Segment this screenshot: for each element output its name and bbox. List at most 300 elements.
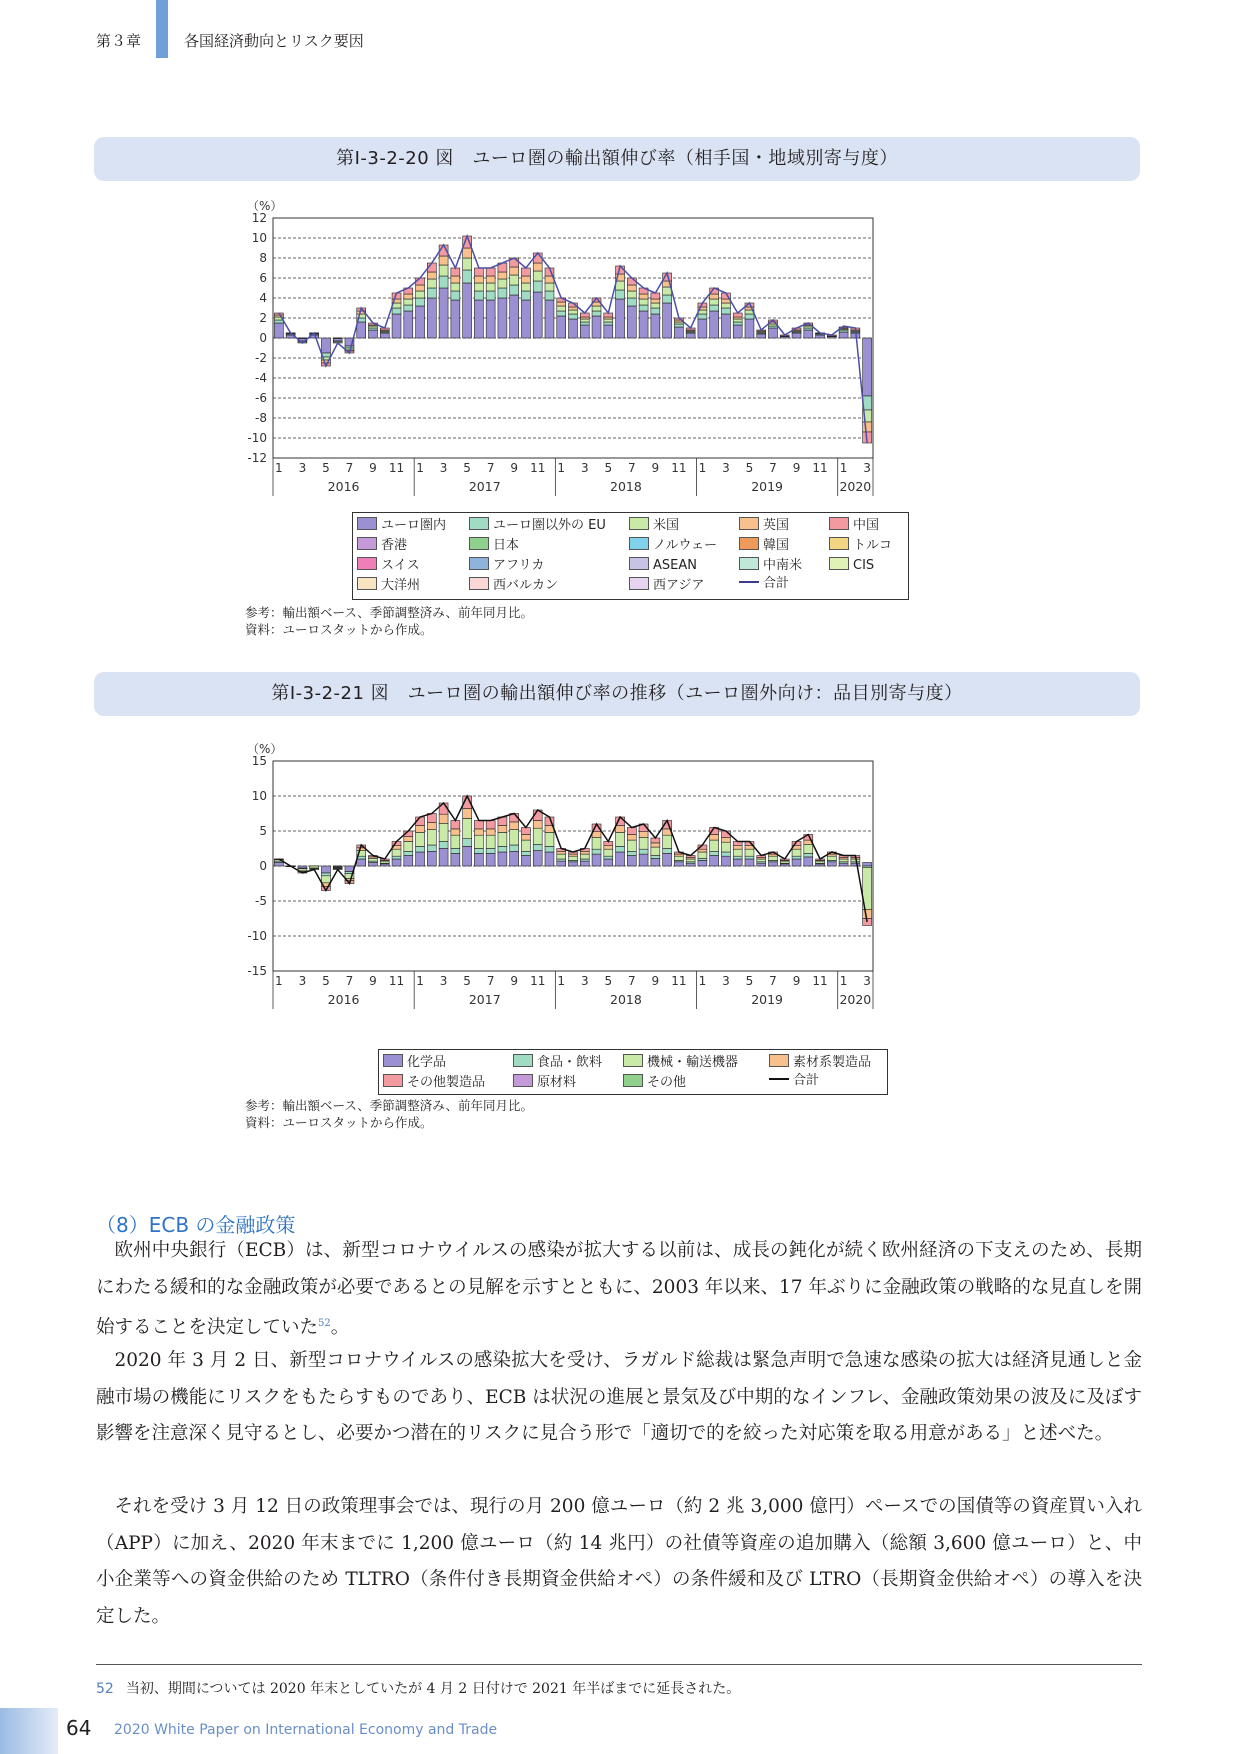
bar-segment <box>733 322 742 325</box>
legend-swatch <box>829 537 849 550</box>
chapter-label: 第３章 <box>96 32 142 50</box>
legend-swatch <box>513 1054 533 1067</box>
legend-label: その他製造品 <box>407 1075 486 1090</box>
bar-segment <box>816 335 825 338</box>
bar-segment <box>439 288 448 338</box>
year-label: 2017 <box>468 992 501 1007</box>
legend-label: トルコ <box>853 538 893 553</box>
bar-segment <box>427 288 436 298</box>
x-tick-label: 9 <box>792 461 801 475</box>
legend-label: 香港 <box>381 538 408 553</box>
legend-label: 中国 <box>853 518 880 533</box>
bar-segment <box>733 856 742 859</box>
bar-segment <box>369 863 378 867</box>
year-label: 2019 <box>751 479 784 494</box>
bar-segment <box>721 842 730 852</box>
x-tick-label: 1 <box>698 461 707 475</box>
bar-segment <box>651 314 660 338</box>
bar-segment <box>510 285 519 295</box>
bar-segment <box>533 844 542 850</box>
bar-segment <box>627 851 636 855</box>
x-tick-label: 11 <box>530 974 546 988</box>
bar-segment <box>616 290 625 299</box>
x-tick-label: 1 <box>416 974 424 988</box>
bar-segment <box>804 857 813 866</box>
bar-segment <box>616 299 625 338</box>
x-tick-label: 11 <box>671 974 687 988</box>
legend-label: 韓国 <box>763 538 790 553</box>
legend-item <box>629 577 704 593</box>
footnote-divider <box>96 1664 1142 1665</box>
bar-segment <box>745 314 754 319</box>
bar-segment <box>863 909 872 918</box>
year-label: 2016 <box>327 992 360 1007</box>
bar-segment <box>451 835 460 848</box>
bar-segment <box>604 322 613 325</box>
bar-segment <box>533 851 542 866</box>
legend-item <box>383 1054 446 1070</box>
bar-segment <box>498 852 507 866</box>
x-tick-label: 3 <box>722 974 730 988</box>
bar-segment <box>698 314 707 319</box>
bar-segment <box>404 851 413 855</box>
bar-segment <box>627 840 636 851</box>
legend-item <box>769 1074 819 1088</box>
x-tick-label: 3 <box>580 974 589 988</box>
figure2-legend <box>378 1049 888 1095</box>
bar-segment <box>474 283 483 291</box>
legend-swatch <box>357 577 377 590</box>
bar-segment <box>533 263 542 271</box>
legend-label: ユーロ圏内 <box>381 518 447 533</box>
bar-segment <box>616 825 625 832</box>
x-tick-label: 9 <box>510 461 518 475</box>
bar-segment <box>721 837 730 842</box>
bar-segment <box>757 863 766 866</box>
legend-label: 機械・輸送機器 <box>647 1055 739 1070</box>
y-tick-label: 0 <box>259 331 267 345</box>
bar-segment <box>639 299 648 305</box>
bar-segment <box>686 333 695 338</box>
figure1-source: 資料：ユーロスタットから作成。 <box>245 622 433 637</box>
bar-segment <box>380 333 389 338</box>
bar-segment <box>463 248 472 258</box>
bar-segment <box>769 856 778 860</box>
bar-segment <box>486 268 495 276</box>
x-tick-label: 5 <box>745 974 754 988</box>
bar-segment <box>533 271 542 281</box>
footer-accent <box>0 1708 58 1754</box>
bar-segment <box>474 835 483 848</box>
bar-segment <box>674 854 683 856</box>
bar-segment <box>521 300 530 338</box>
bar-segment <box>627 291 636 298</box>
legend-item <box>739 537 789 553</box>
bar-segment <box>474 276 483 283</box>
bar-segment <box>557 302 566 306</box>
legend-label: アフリカ <box>493 558 545 573</box>
legend-item <box>513 1054 602 1070</box>
bar-segment <box>580 859 589 861</box>
x-tick-label: 7 <box>769 461 777 475</box>
bar-segment <box>510 275 519 285</box>
bar-segment <box>474 268 483 276</box>
bar-segment <box>463 270 472 283</box>
bar-segment <box>369 858 378 861</box>
bar-segment <box>416 846 425 852</box>
x-tick-label: 3 <box>298 974 307 988</box>
bar-segment <box>721 314 730 338</box>
bar-segment <box>486 276 495 283</box>
bar-segment <box>827 862 836 866</box>
header-accent-bar <box>156 0 168 58</box>
bar-segment <box>757 334 766 338</box>
bar-segment <box>474 821 483 829</box>
bar-segment <box>545 852 554 866</box>
bar-segment <box>792 859 801 866</box>
bar-segment <box>639 832 648 838</box>
bar-segment <box>839 332 848 338</box>
bar-segment <box>863 422 872 432</box>
paragraph-2: 2020 年 3 月 2 日、新型コロナウイルスの感染拡大を受け、ラガルド総裁は緊急声明で急速な感染の拡大は経済見通しと金融市場の機能にリスクをもたらすものであり、ECB は状況の進展と景気及び中期的なインフレ、金融政策効果の波及に及ぼす影響を注意深く見守るとし、必要かつ潜在的リスクに見合う形で「適切で的を絞った対応策を取る用意がある」と述べた。 <box>96 1350 1142 1444</box>
bar-segment <box>580 319 589 322</box>
bar-segment <box>710 299 719 305</box>
bar-segment <box>592 316 601 338</box>
bar-segment <box>710 311 719 338</box>
bar-segment <box>416 852 425 866</box>
bar-segment <box>463 846 472 866</box>
legend-label: 米国 <box>653 518 680 533</box>
bar-segment <box>333 338 342 339</box>
bar-segment <box>651 858 660 866</box>
bar-segment <box>663 303 672 338</box>
bar-segment <box>533 281 542 292</box>
bar-segment <box>698 319 707 338</box>
x-tick-label: 3 <box>298 461 307 475</box>
bar-segment <box>733 846 742 850</box>
legend-swatch <box>629 577 649 590</box>
x-tick-label: 1 <box>275 974 283 988</box>
bar-segment <box>486 849 495 854</box>
chapter-title: 各国経済動向とリスク要因 <box>184 32 364 50</box>
x-tick-label: 11 <box>812 461 828 475</box>
bar-segment <box>521 276 530 283</box>
legend-item <box>623 1074 686 1090</box>
bar-segment <box>557 316 566 338</box>
bar-segment <box>463 839 472 847</box>
bar-segment <box>416 306 425 338</box>
legend-item <box>829 537 892 553</box>
bar-segment <box>474 291 483 300</box>
bar-segment <box>498 832 507 846</box>
bar-segment <box>274 323 283 338</box>
bar-segment <box>639 311 648 338</box>
bar-segment <box>698 860 707 866</box>
bar-segment <box>416 298 425 306</box>
legend-label: 日本 <box>493 538 520 553</box>
legend-label: 英国 <box>763 518 790 533</box>
bar-segment <box>545 300 554 338</box>
x-tick-label: 9 <box>369 974 377 988</box>
bar-segment <box>404 856 413 867</box>
bar-segment <box>580 325 589 338</box>
footnote: 52 当初、期間については 2020 年末としていたが 4 月 2 日付けで 2021 年半ばまでに延長された。 <box>96 1681 741 1697</box>
bar-segment <box>627 835 636 841</box>
x-tick-label: 7 <box>628 461 636 475</box>
figure1-legend <box>352 512 909 600</box>
legend-swatch <box>739 517 759 530</box>
bar-segment <box>674 324 683 327</box>
bar-segment <box>745 849 754 856</box>
bar-segment <box>698 858 707 860</box>
y-tick-label: -5 <box>255 894 267 908</box>
total-line <box>279 236 867 443</box>
bar-segment <box>557 854 566 859</box>
bar-segment <box>392 856 401 859</box>
legend-swatch <box>469 577 489 590</box>
x-tick-label: 1 <box>839 461 848 475</box>
bar-segment <box>451 829 460 835</box>
year-label: 2017 <box>468 479 501 494</box>
x-tick-label: 5 <box>322 974 330 988</box>
bar-segment <box>733 859 742 866</box>
legend-item <box>513 1074 576 1090</box>
legend-label: スイス <box>381 558 420 573</box>
bar-segment <box>733 319 742 322</box>
x-tick-label: 1 <box>275 461 283 475</box>
x-tick-label: 11 <box>388 974 405 988</box>
bar-segment <box>392 314 401 338</box>
legend-item <box>829 517 879 533</box>
bar-segment <box>439 823 448 841</box>
legend-item <box>469 537 519 553</box>
bar-segment <box>498 288 507 298</box>
bar-segment <box>604 859 613 866</box>
legend-label: 合計 <box>793 1073 820 1088</box>
bar-segment <box>310 866 319 868</box>
bar-segment <box>651 293 660 299</box>
bar-segment <box>274 863 283 867</box>
bar-segment <box>545 846 554 852</box>
year-label: 2018 <box>610 992 642 1007</box>
bar-segment <box>416 825 425 832</box>
legend-label: その他 <box>647 1075 687 1090</box>
y-tick-label: 4 <box>259 291 267 305</box>
bar-segment <box>298 338 307 339</box>
bar-segment <box>604 849 613 856</box>
legend-item <box>357 537 407 553</box>
x-tick-label: 7 <box>345 461 354 475</box>
bar-segment <box>674 856 683 860</box>
bar-segment <box>792 849 801 856</box>
y-tick-label: -10 <box>247 431 267 445</box>
x-tick-label: 1 <box>839 974 848 988</box>
figure1-title: 第Ⅰ-3-2-20 図 ユーロ圏の輸出額伸び率（相手国・地域別寄与度） <box>94 137 1140 181</box>
legend-item <box>629 537 717 553</box>
bar-segment <box>639 305 648 311</box>
y-tick-label: 15 <box>251 754 267 768</box>
bar-segment <box>463 283 472 338</box>
bar-segment <box>663 295 672 303</box>
bar-segment <box>521 291 530 300</box>
bar-segment <box>404 837 413 842</box>
paragraph-3: それを受け 3 月 12 日の政策理事会では、現行の月 200 億ユーロ（約 2 兆 3,000 億円）ペースでの国債等の資産買い入れ（APP）に加え、2020 年末までに 1,200 億ユーロ（約 14 兆円）の社債等資産の追加購入（総額 3,600 億ユーロ）と、中小企業等への資金供給のため TLTRO（条件付き長期資金供給オペ）の条件緩和及び LTRO（長期資金供給オペ）の導入を決定した。 <box>96 1496 1142 1627</box>
bar-segment <box>498 825 507 832</box>
y-tick-label: -10 <box>247 929 267 943</box>
x-tick-label: 9 <box>792 974 801 988</box>
bar-segment <box>792 856 801 859</box>
legend-label: 化学品 <box>407 1055 447 1070</box>
bar-segment <box>710 851 719 855</box>
bar-segment <box>321 866 330 873</box>
bar-segment <box>451 291 460 300</box>
bar-segment <box>863 863 872 867</box>
x-tick-label: 11 <box>388 461 405 475</box>
bar-segment <box>439 849 448 867</box>
y-tick-label: -2 <box>255 351 267 365</box>
bar-segment <box>733 325 742 338</box>
x-tick-label: 7 <box>769 974 777 988</box>
bar-segment <box>627 306 636 338</box>
footnote-ref[interactable]: 52 <box>318 1318 331 1329</box>
bar-segment <box>863 338 872 396</box>
bar-segment <box>427 298 436 338</box>
bar-segment <box>510 830 519 845</box>
x-tick-label: 11 <box>530 461 546 475</box>
bar-segment <box>498 279 507 288</box>
x-tick-label: 5 <box>604 974 613 988</box>
bar-segment <box>698 852 707 858</box>
x-tick-label: 5 <box>322 461 330 475</box>
legend-label: ASEAN <box>653 558 697 573</box>
bar-segment <box>533 828 542 844</box>
bar-segment <box>486 829 495 835</box>
bar-segment <box>604 319 613 322</box>
year-label: 2018 <box>610 479 642 494</box>
bar-segment <box>521 856 530 867</box>
page-number: 64 <box>66 1716 92 1740</box>
bar-segment <box>616 852 625 866</box>
x-tick-label: 3 <box>439 974 448 988</box>
bar-segment <box>498 846 507 852</box>
bar-segment <box>569 314 578 319</box>
bar-segment <box>651 299 660 303</box>
y-tick-label: -4 <box>255 371 267 385</box>
bar-segment <box>769 328 778 338</box>
y-tick-label: -8 <box>255 411 267 425</box>
x-tick-label: 11 <box>671 461 687 475</box>
legend-swatch <box>739 537 759 550</box>
legend-item <box>629 517 679 533</box>
bar-segment <box>439 256 448 265</box>
bar-segment <box>321 873 330 876</box>
bar-segment <box>486 300 495 338</box>
y-unit-label: （%） <box>247 199 283 213</box>
bar-segment <box>816 864 825 866</box>
bar-segment <box>486 835 495 848</box>
legend-label: ユーロ圏以外の EU <box>493 518 606 533</box>
bar-segment <box>710 835 719 841</box>
bar-segment <box>569 319 578 338</box>
bar-segment <box>780 864 789 866</box>
x-tick-label: 9 <box>651 461 660 475</box>
bar-segment <box>521 835 530 841</box>
bar-segment <box>498 272 507 279</box>
bar-segment <box>510 851 519 866</box>
legend-swatch <box>623 1054 643 1067</box>
bar-segment <box>427 830 436 845</box>
bar-segment <box>710 856 719 867</box>
bar-segment <box>451 300 460 338</box>
legend-line-swatch <box>769 1078 789 1080</box>
bar-segment <box>451 276 460 283</box>
bar-segment <box>604 325 613 338</box>
legend-swatch <box>769 1054 789 1067</box>
bar-segment <box>439 842 448 849</box>
bar-segment <box>580 322 589 325</box>
bar-segment <box>698 849 707 852</box>
bar-segment <box>827 856 836 860</box>
x-tick-label: 7 <box>628 974 636 988</box>
legend-swatch <box>357 537 377 550</box>
bar-segment <box>474 849 483 854</box>
legend-item <box>357 517 446 533</box>
bar-segment <box>357 322 366 338</box>
figure2-note: 参考：輸出額ベース、季節調整済み、前年同月比。 <box>245 1098 534 1113</box>
y-tick-label: 0 <box>259 859 267 873</box>
bar-segment <box>369 330 378 338</box>
legend-swatch <box>629 557 649 570</box>
bar-segment <box>792 333 801 338</box>
bar-segment <box>404 305 413 311</box>
bar-segment <box>439 276 448 288</box>
legend-swatch <box>383 1054 403 1067</box>
bar-segment <box>557 861 566 866</box>
bar-segment <box>733 849 742 856</box>
bar-segment <box>569 307 578 310</box>
x-tick-label: 3 <box>580 461 589 475</box>
legend-label: 素材系製造品 <box>793 1055 872 1070</box>
bar-segment <box>321 876 330 883</box>
bar-segment <box>439 814 448 823</box>
legend-label: 食品・飲料 <box>537 1055 603 1070</box>
legend-item <box>739 517 789 533</box>
bar-segment <box>545 291 554 300</box>
legend-label: 原材料 <box>537 1075 577 1090</box>
bar-segment <box>533 821 542 829</box>
bar-segment <box>510 295 519 338</box>
legend-swatch <box>469 517 489 530</box>
bar-segment <box>569 854 578 856</box>
bar-segment <box>816 861 825 863</box>
y-tick-label: -15 <box>247 964 267 978</box>
bar-segment <box>721 852 730 856</box>
bar-segment <box>427 823 436 830</box>
bar-segment <box>357 859 366 866</box>
bar-segment <box>298 866 307 868</box>
bar-segment <box>439 265 448 276</box>
bar-segment <box>710 294 719 299</box>
bar-segment <box>639 854 648 866</box>
bar-segment <box>651 308 660 314</box>
bar-segment <box>639 849 648 854</box>
bar-segment <box>510 822 519 830</box>
year-label: 2019 <box>751 992 784 1007</box>
bar-segment <box>721 856 730 866</box>
bar-segment <box>521 851 530 855</box>
y-tick-label: 8 <box>259 251 267 265</box>
x-tick-label: 1 <box>557 461 566 475</box>
